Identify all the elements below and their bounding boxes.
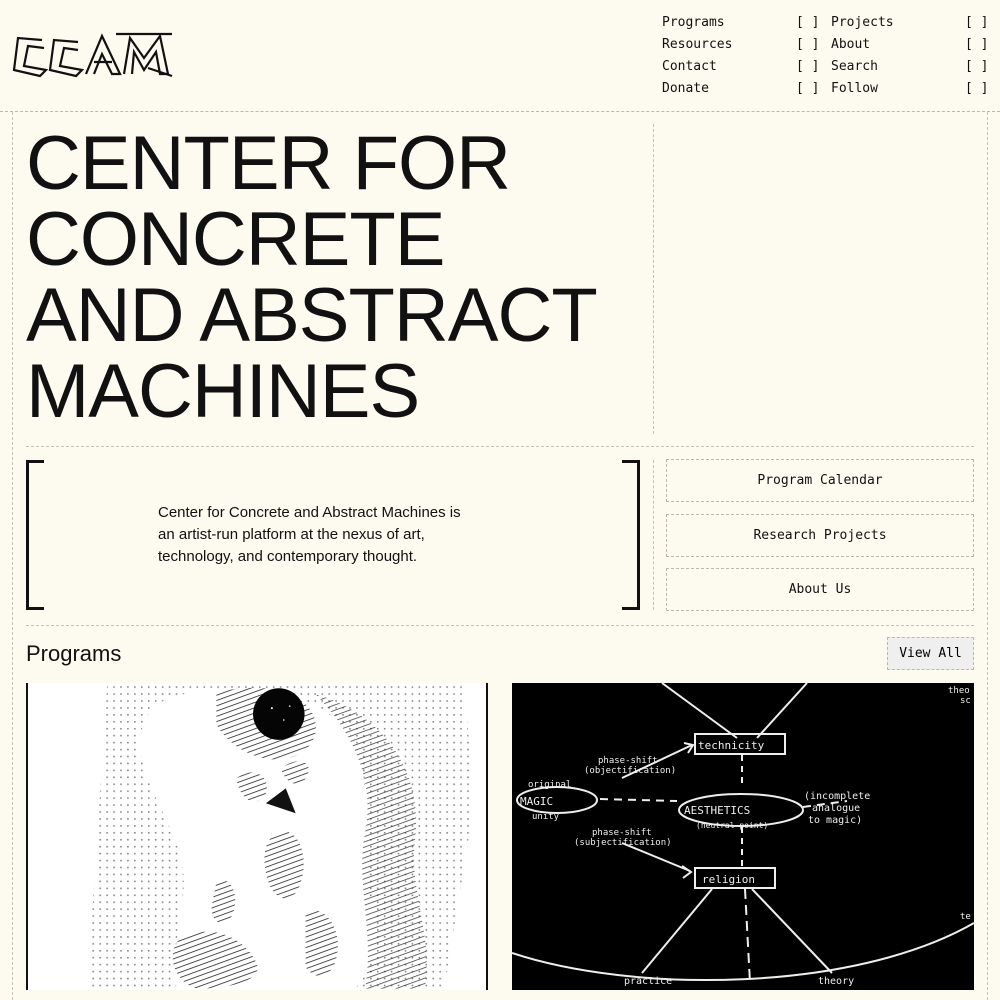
page-left-rule xyxy=(12,112,13,1000)
abstract-face-engraving-image xyxy=(28,683,486,990)
nav-projects-bracket: [ ] xyxy=(965,15,989,30)
nav-programs-label: Programs xyxy=(662,15,725,30)
nav-projects[interactable] xyxy=(831,12,992,34)
nav-resources-label: Resources xyxy=(662,37,733,52)
nav-follow-bracket: [ ] xyxy=(965,81,989,96)
diagram-incomplete-1: (incomplete xyxy=(804,791,871,802)
nav-programs[interactable] xyxy=(662,12,822,34)
diagram-theory-label: theory xyxy=(818,976,855,987)
diagram-subjectification: (subjectification) xyxy=(574,838,672,848)
diagram-phase-shift-bottom: phase-shift xyxy=(592,828,652,838)
hero-line-2: CONCRETE xyxy=(26,197,445,282)
diagram-corner-text-1: theo xyxy=(948,686,970,696)
nav-about-label: About xyxy=(831,37,871,52)
program-calendar-button[interactable]: Program Calendar xyxy=(666,459,974,502)
diagram-incomplete-3: to magic) xyxy=(808,815,863,826)
hero-title xyxy=(26,121,646,434)
intro-divider xyxy=(26,625,974,626)
diagram-neutral-point: (neutral point) xyxy=(696,821,769,830)
aesthetics-diagram-image xyxy=(512,683,974,990)
nav-donate-bracket: [ ] xyxy=(796,81,820,96)
hero-column-rule xyxy=(653,124,654,434)
programs-heading: Programs xyxy=(26,641,122,666)
nav-resources-bracket: [ ] xyxy=(796,37,820,52)
nav-resources[interactable] xyxy=(662,34,822,56)
nav-search[interactable] xyxy=(831,56,992,78)
nav-search-label: Search xyxy=(831,59,878,74)
program-card-1[interactable] xyxy=(26,683,488,990)
nav-search-bracket: [ ] xyxy=(965,59,989,74)
nav-donate-label: Donate xyxy=(662,81,709,96)
nav-contact-label: Contact xyxy=(662,59,717,74)
diagram-phase-shift-top: phase-shift xyxy=(598,756,658,766)
ccam-logo[interactable] xyxy=(12,30,174,82)
page-right-rule xyxy=(987,112,988,1000)
view-all-button[interactable]: View All xyxy=(887,637,974,670)
program-card-2[interactable] xyxy=(512,683,974,990)
diagram-aesthetics-label: AESTHETICS xyxy=(684,804,751,817)
about-us-button[interactable]: About Us xyxy=(666,568,974,611)
right-bracket-decoration xyxy=(622,460,640,610)
diagram-unity: unity xyxy=(532,812,560,822)
ccam-logo-mark xyxy=(12,30,174,82)
hero-divider xyxy=(26,446,974,447)
hero-line-3: AND ABSTRACT xyxy=(26,273,597,358)
top-nav xyxy=(662,12,992,100)
nav-contact-bracket: [ ] xyxy=(796,59,820,74)
hero-line-1: CENTER FOR xyxy=(26,121,510,206)
left-bracket-decoration xyxy=(26,460,44,610)
nav-about[interactable] xyxy=(831,34,992,56)
research-projects-button[interactable]: Research Projects xyxy=(666,514,974,557)
nav-donate[interactable] xyxy=(662,78,822,100)
nav-programs-bracket: [ ] xyxy=(796,15,820,30)
diagram-practice-label: practice xyxy=(624,976,673,987)
diagram-original: original xyxy=(528,780,572,790)
hero-line-4: MACHINES xyxy=(26,349,420,434)
diagram-magic-label: MAGIC xyxy=(520,795,554,808)
diagram-edge-text: te xyxy=(960,912,971,922)
nav-follow[interactable] xyxy=(831,78,992,100)
intro-description: Center for Concrete and Abstract Machines is an artist-run platform at the nexus of art, technology, and contemporary thought. xyxy=(158,504,461,565)
diagram-incomplete-2: analogue xyxy=(812,803,861,814)
nav-projects-label: Projects xyxy=(831,15,894,30)
diagram-corner-text-2: sc xyxy=(960,696,971,706)
header-divider xyxy=(0,111,1000,112)
diagram-religion-label: religion xyxy=(702,873,755,886)
intro-column-rule xyxy=(653,460,654,610)
nav-follow-label: Follow xyxy=(831,81,878,96)
nav-about-bracket: [ ] xyxy=(965,37,989,52)
diagram-objectification: (objectification) xyxy=(584,766,677,776)
nav-contact[interactable] xyxy=(662,56,822,78)
diagram-technicity-label: technicity xyxy=(698,739,765,752)
